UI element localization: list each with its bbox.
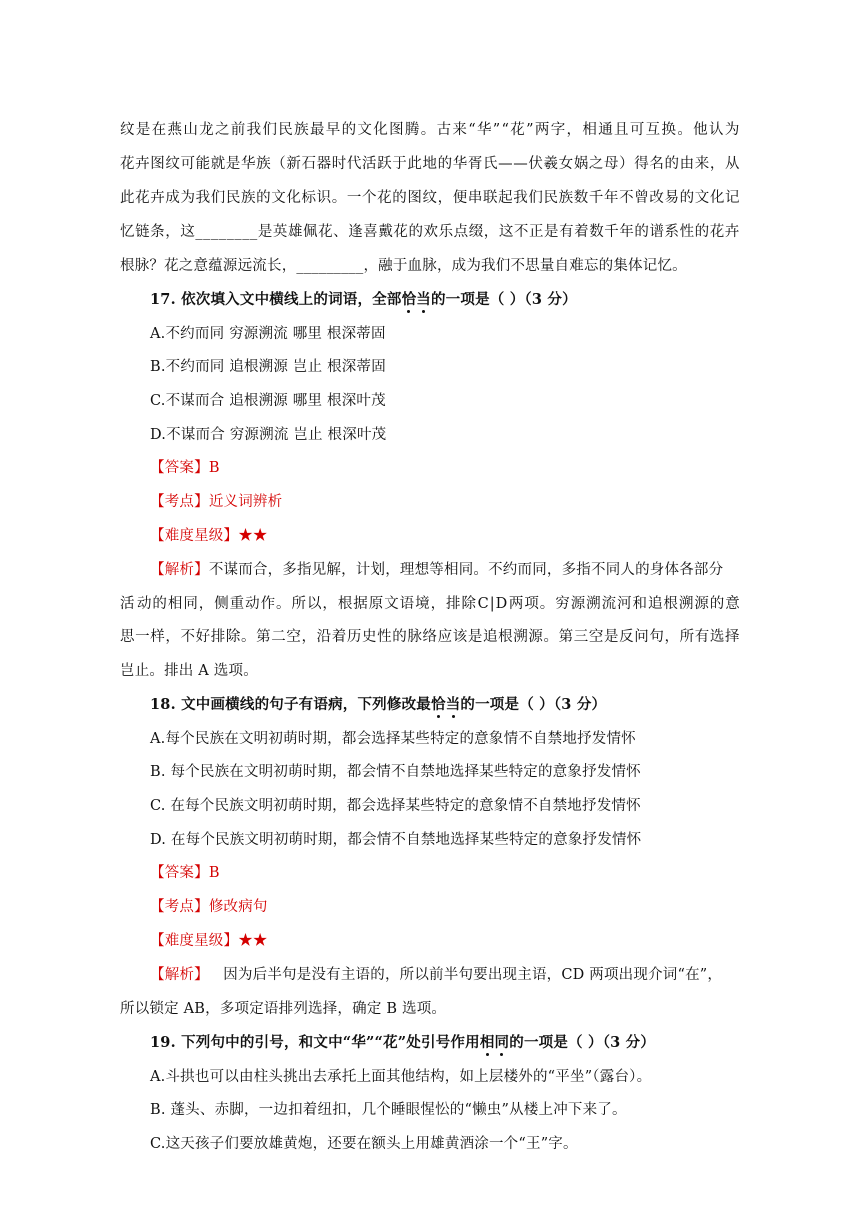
- stem-text: 18. 文中画横线的句子有语病，下列修改最: [150, 696, 431, 713]
- answer-value: B: [208, 460, 220, 476]
- option-c: C.这天孩子们要放雄黄炮，还要在额头上用雄黄酒涂一个“王”字。: [150, 1136, 578, 1152]
- option-a: A.每个民族在文明初萌时期，都会选择某些特定的意象情不自禁地抒发情怀: [150, 731, 636, 747]
- point-value: 近义词辨析: [208, 494, 283, 510]
- stem-text: 的一项是（ ）（3 分）: [460, 696, 607, 713]
- difficulty-line: [150, 527, 268, 545]
- option-d: D.不谋而合 穷源溯流 岂止 根深叶茂: [150, 427, 387, 443]
- emphasis-char: 同: [494, 1034, 510, 1051]
- emphasis-char: 当: [416, 291, 431, 308]
- answer-tag: 【答案】: [150, 460, 209, 476]
- analysis-line-2: 所以锁定 AB，多项定语排列选择，确定 B 选项。: [120, 1001, 447, 1017]
- point-tag: 【考点】: [150, 494, 209, 510]
- passage-line-4: 忆 链 条 ， 这 _ _ _ _ _ _ _ _ 是 英 雄 佩 花 、 逢 喜 戴 花 的 欢 乐 点 缀 ， 这 不 正 是 有 着 数 千 年 的 谱 系 性 的 花 卉: [120, 224, 740, 240]
- option-b: B.不约而同 追根溯源 岂止 根深蒂固: [150, 359, 386, 375]
- option-a: A.不约而同 穷源溯流 哪里 根深蒂固: [150, 326, 386, 342]
- question-18-stem: [150, 696, 606, 714]
- difficulty-tag: 【难度星级】: [150, 933, 239, 949]
- option-c: C. 在每个民族文明初萌时期，都会选择某些特定的意象情不自禁地抒发情怀: [150, 798, 641, 814]
- difficulty-tag: 【难度星级】: [150, 528, 239, 544]
- answer-line: [150, 459, 220, 477]
- point-value: 修改病句: [208, 899, 268, 915]
- question-19-stem: [150, 1034, 655, 1052]
- option-a: A.斗拱也可以由柱头挑出去承托上面其他结构，如上层楼外的“平坐”（露台）。: [150, 1069, 652, 1085]
- stem-text: 19. 下列句中的引号，和文中“华”“花”处引号作用: [150, 1034, 480, 1051]
- analysis-line-3: 思 一 样 ， 不 好 排 除 。 第 二 空 ， 沿 着 历 史 性 的 脉 络 应 该 是 追 根 溯 源 。 第 三 空 是 反 问 句 ， 所 有 选 择: [120, 629, 740, 645]
- passage-line-2: 花 卉 图 纹 可 能 就 是 华 族 （ 新 石 器 时 代 活 跃 于 此 地 的 华 胥 氏 — — 伏 羲 女 娲 之 母 ） 得 名 的 由 来 ， 从: [120, 156, 740, 172]
- option-b: B. 每个民族在文明初萌时期，都会情不自禁地选择某些特定的意象抒发情怀: [150, 764, 641, 780]
- option-b: B. 蓬头、赤脚，一边扣着纽扣，几个睡眼惺忪的“懒虫”从楼上冲下来了。: [150, 1102, 627, 1118]
- option-d: D. 在每个民族文明初萌时期，都会情不自禁地选择某些特定的意象抒发情怀: [150, 832, 642, 848]
- point-line: [150, 493, 282, 511]
- point-tag: 【考点】: [150, 899, 209, 915]
- emphasis-char: 当: [445, 696, 461, 713]
- emphasis-char: 恰: [401, 291, 417, 308]
- analysis-text: 因为后半句是没有主语的，所以前半句要出现主语，CD 两项出现介词“在”，: [208, 967, 723, 983]
- passage-line-5: 根脉？花之意蕴源远流长，_________，融于血脉，成为我们不思量自难忘的集体记忆。: [120, 258, 687, 274]
- analysis-tag: 【解析】: [150, 562, 209, 578]
- analysis-line-1: [150, 561, 723, 579]
- analysis-line-4: 岂止。排出 A 选项。: [120, 663, 258, 679]
- analysis-text: 不谋而合，多指见解，计划，理想等相同。不约而同，多指不同人的身体各部分: [208, 562, 724, 578]
- passage-line-3: 此 花 卉 成 为 我 们 民 族 的 文 化 标 识 。 一 个 花 的 图 纹 ， 便 串 联 起 我 们 民 族 数 千 年 不 曾 改 易 的 文 化 记: [120, 190, 740, 206]
- stem-text: 17. 依次填入文中横线上的词语，全部: [150, 291, 402, 308]
- answer-value: B: [208, 865, 220, 881]
- analysis-line-1: [150, 966, 722, 984]
- emphasis-char: 恰: [430, 696, 446, 713]
- difficulty-line: [150, 932, 268, 950]
- analysis-tag: 【解析】: [150, 967, 209, 983]
- option-c: C.不谋而合 追根溯源 哪里 根深叶茂: [150, 393, 386, 409]
- emphasis-char: 相: [479, 1034, 495, 1051]
- answer-tag: 【答案】: [150, 865, 209, 881]
- question-17-stem: [150, 291, 577, 309]
- stem-text: 的一项是（ ）（3 分）: [509, 1034, 656, 1051]
- stem-text: 的一项是（ ）（3 分）: [430, 291, 577, 308]
- star-rating: ★★: [238, 933, 268, 949]
- analysis-line-2: 活 动 的 相 同 ， 侧 重 动 作 。 所 以 ， 根 据 原 文 语 境 ， 排 除 C | D 两 项 。 穷 源 溯 流 河 和 追 根 溯 源 的 意: [120, 596, 740, 612]
- point-line: [150, 898, 268, 916]
- star-rating: ★★: [238, 528, 268, 544]
- answer-line: [150, 864, 220, 882]
- passage-line-1: 纹 是 在 燕 山 龙 之 前 我 们 民 族 最 早 的 文 化 图 腾 。 古 来 “ 华 ” “ 花 ” 两 字 ， 相 通 且 可 互 换 。 他 认 为: [120, 122, 740, 138]
